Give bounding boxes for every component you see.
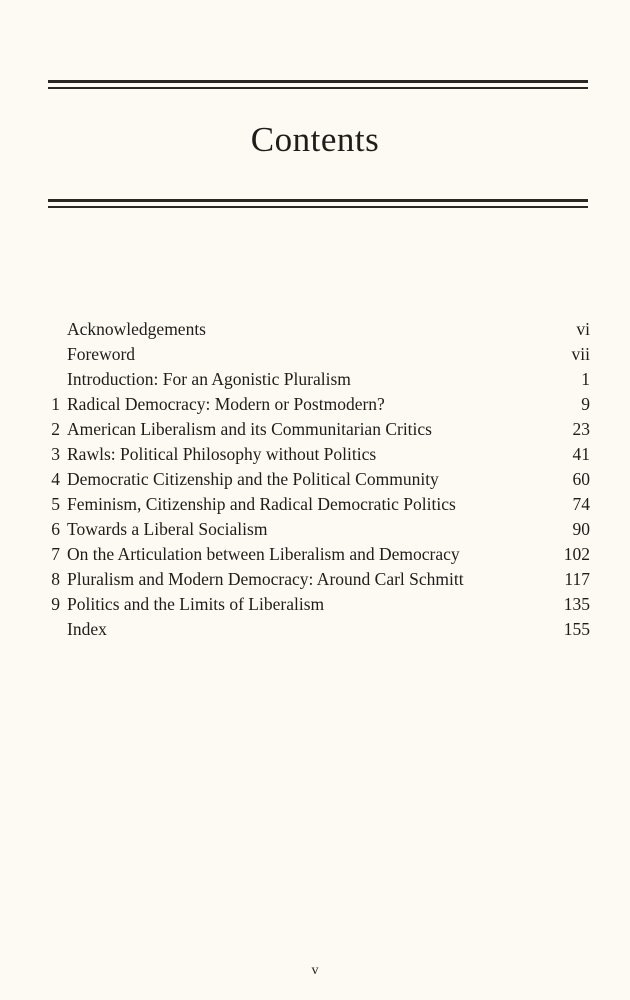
toc-entry-number: 3: [51, 444, 60, 464]
toc-entry-chapter-6[interactable]: [44, 517, 590, 542]
bottom-rule-thin: [48, 206, 588, 208]
top-double-rule: [48, 80, 588, 90]
toc-entry-page: 102: [563, 544, 590, 564]
bottom-rule-thick: [48, 199, 588, 202]
toc-entry-chapter-5[interactable]: [44, 492, 590, 517]
toc-entry-title: Acknowledgements: [67, 319, 206, 339]
toc-entry-number: 7: [51, 544, 60, 564]
toc-entry-chapter-9[interactable]: [44, 592, 590, 617]
toc-entry-chapter-2[interactable]: [44, 417, 590, 442]
toc-entry-index[interactable]: [44, 617, 590, 642]
toc-entry-page: 23: [572, 419, 590, 439]
toc-entry-number: 8: [51, 569, 60, 589]
toc-entry-title: On the Articulation between Liberalism and Democracy: [67, 544, 460, 564]
top-rule-thin: [48, 87, 588, 89]
toc-entry-title: Rawls: Political Philosophy without Politics: [67, 444, 377, 464]
toc-entry-title: Feminism, Citizenship and Radical Democratic Politics: [67, 494, 456, 514]
toc-entry-chapter-7[interactable]: [44, 542, 590, 567]
toc-entry-title: Democratic Citizenship and the Political Community: [67, 469, 439, 489]
toc-entry-page: 41: [572, 444, 590, 464]
toc-entry-title: Foreword: [67, 344, 136, 364]
toc-entry-title: Radical Democracy: Modern or Postmodern?: [67, 394, 385, 414]
bottom-double-rule: [48, 199, 588, 209]
toc-entry-page: 60: [572, 469, 590, 489]
toc-entry-page: vii: [571, 344, 590, 364]
toc-entry-number: 6: [51, 519, 60, 539]
toc-entry-page: 155: [563, 619, 590, 639]
toc-entry-number: 9: [51, 594, 60, 614]
toc-entry-page: 9: [581, 394, 590, 414]
table-of-contents: [44, 317, 590, 642]
toc-entry-title: Introduction: For an Agonistic Pluralism: [67, 369, 351, 389]
toc-entry-number: 1: [51, 394, 60, 414]
toc-entry-chapter-1[interactable]: [44, 392, 590, 417]
top-rule-thick: [48, 80, 588, 83]
toc-entry-page: vi: [576, 319, 590, 339]
toc-entry-acknowledgements[interactable]: [44, 317, 590, 342]
toc-entry-title: American Liberalism and its Communitarian Critics: [67, 419, 432, 439]
toc-entry-page: 74: [572, 494, 590, 514]
toc-entry-page: 117: [564, 569, 590, 589]
toc-entry-foreword[interactable]: [44, 342, 590, 367]
page-title: Contents: [250, 120, 380, 159]
toc-entry-page: 1: [581, 369, 590, 389]
toc-entry-title: Politics and the Limits of Liberalism: [67, 594, 325, 614]
toc-entry-number: 4: [51, 469, 60, 489]
toc-entry-page: 135: [563, 594, 590, 614]
toc-entry-chapter-3[interactable]: [44, 442, 590, 467]
toc-entry-title: Index: [67, 619, 107, 639]
toc-entry-chapter-4[interactable]: [44, 467, 590, 492]
page-number: v: [311, 963, 319, 978]
toc-entry-introduction[interactable]: [44, 367, 590, 392]
toc-entry-number: 2: [51, 419, 60, 439]
toc-entry-title: Towards a Liberal Socialism: [67, 519, 268, 539]
toc-entry-page: 90: [572, 519, 590, 539]
toc-entry-title: Pluralism and Modern Democracy: Around Carl Schmitt: [67, 569, 464, 589]
toc-entry-number: 5: [51, 494, 60, 514]
toc-entry-chapter-8[interactable]: [44, 567, 590, 592]
